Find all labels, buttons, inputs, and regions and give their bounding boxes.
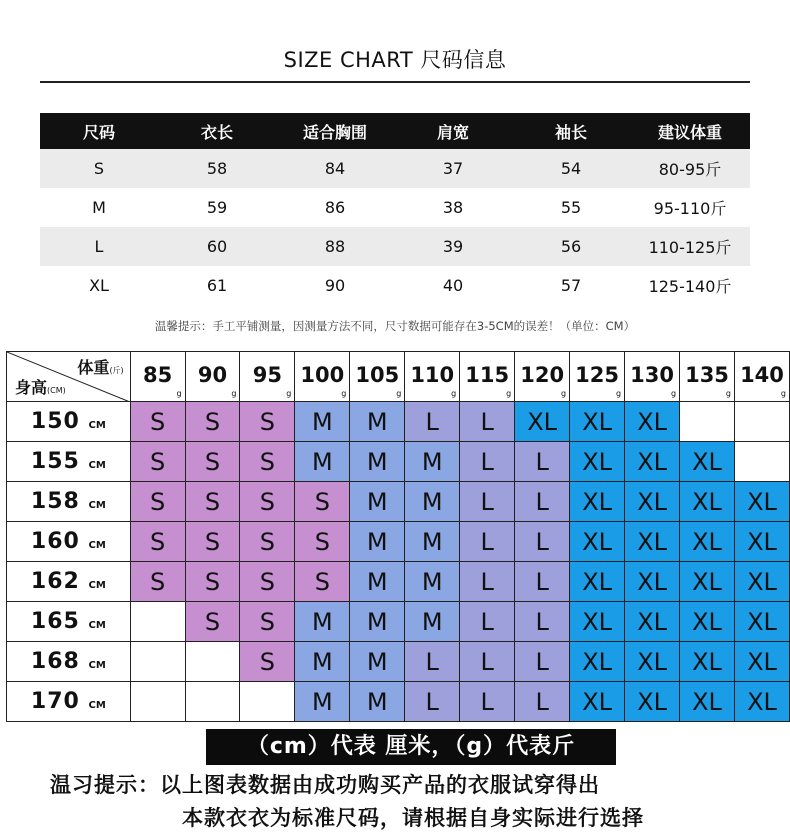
weight-value: 110 <box>410 362 455 387</box>
height-unit: CM <box>88 580 106 591</box>
size-cell: L <box>460 482 515 522</box>
size-cell: XL <box>734 562 789 602</box>
weight-unit: g <box>561 389 567 398</box>
size-cell: M <box>405 482 460 522</box>
tip-line-2: 本款衣衣为标准尺码，请根据自身实际进行选择 <box>182 806 644 830</box>
size-cell: S <box>130 402 185 442</box>
size-cell: L <box>405 642 460 682</box>
grid-row <box>7 682 790 722</box>
height-value: 168 <box>30 649 80 674</box>
size-cell: L <box>515 562 570 602</box>
size-cell: XL <box>625 522 680 562</box>
header-weight: 建议体重 <box>630 113 750 149</box>
weight-unit: g <box>616 389 622 398</box>
size-cell: S <box>240 402 295 442</box>
size-cell: L <box>460 562 515 602</box>
size-cell: XL <box>625 682 680 722</box>
height-unit: CM <box>88 700 106 711</box>
size-cell: XL <box>570 562 625 602</box>
table-cell: 80-95斤 <box>630 149 750 188</box>
size-cell: S <box>185 562 240 602</box>
size-cell: S <box>185 482 240 522</box>
size-cell <box>185 682 240 722</box>
size-cell: L <box>515 642 570 682</box>
size-cell: L <box>460 602 515 642</box>
size-cell: M <box>350 602 405 642</box>
table-cell: 38 <box>442 198 464 217</box>
size-cell: S <box>240 562 295 602</box>
size-cell: XL <box>570 442 625 482</box>
size-cell: S <box>130 562 185 602</box>
size-cell: XL <box>625 442 680 482</box>
size-cell: S <box>185 602 240 642</box>
size-cell: XL <box>734 682 789 722</box>
size-cell: XL <box>680 642 735 682</box>
corner-weight-label <box>77 355 123 378</box>
weight-header-cell <box>460 352 515 402</box>
height-weight-grid <box>6 351 790 722</box>
height-unit: CM <box>88 660 106 671</box>
size-cell: M <box>350 682 405 722</box>
table-cell: XL <box>89 276 109 295</box>
grid-row <box>7 562 790 602</box>
grid-corner <box>7 352 131 402</box>
measurement-note: 温馨提示：手工平铺测量，因测量方法不同，尺寸数据可能存在3-5CM的误差！（单位：CM） <box>154 319 636 333</box>
weight-header-cell <box>130 352 185 402</box>
size-cell: M <box>295 602 350 642</box>
height-value: 170 <box>30 689 80 714</box>
size-cell <box>130 602 185 642</box>
size-cell: M <box>350 442 405 482</box>
weight-value: 130 <box>630 362 674 387</box>
size-cell: L <box>515 522 570 562</box>
size-cell: M <box>350 522 405 562</box>
size-cell: M <box>350 482 405 522</box>
size-cell: XL <box>734 482 789 522</box>
weight-value: 90 <box>197 362 228 387</box>
weight-unit: g <box>506 389 512 398</box>
table-cell: 95-110斤 <box>653 199 727 218</box>
size-cell <box>130 682 185 722</box>
weight-value: 135 <box>685 362 729 387</box>
height-value: 160 <box>30 529 80 554</box>
height-unit: CM <box>88 620 106 631</box>
header-sleeve: 袖长 <box>512 113 630 149</box>
table-cell: 40 <box>442 276 464 295</box>
height-value: 155 <box>30 449 80 474</box>
table-cell: 57 <box>560 276 582 295</box>
table-cell: 86 <box>324 198 346 217</box>
size-cell: S <box>240 442 295 482</box>
grid-row <box>7 602 790 642</box>
table-cell: L <box>40 227 158 266</box>
size-cell: M <box>405 522 460 562</box>
unit-banner: （cm）代表 厘米，（g）代表斤 <box>206 729 616 765</box>
height-value: 165 <box>30 609 80 634</box>
size-cell: L <box>515 682 570 722</box>
header-length: 衣长 <box>158 113 276 149</box>
table-row <box>40 149 750 188</box>
height-header-cell <box>7 682 131 722</box>
table-cell: 59 <box>206 198 228 217</box>
size-cell: L <box>460 642 515 682</box>
size-cell: XL <box>515 402 570 442</box>
size-cell <box>185 642 240 682</box>
size-cell: S <box>240 522 295 562</box>
weight-header-cell <box>405 352 460 402</box>
corner-height-label <box>15 375 66 398</box>
size-cell: XL <box>680 562 735 602</box>
table-cell: 125-140斤 <box>648 277 732 296</box>
size-cell: XL <box>680 602 735 642</box>
header-size: 尺码 <box>40 113 158 149</box>
size-cell: S <box>130 522 185 562</box>
tip-line-1: 温习提示：以上图表数据由成功购买产品的衣服试穿得出 <box>50 773 600 797</box>
table-cell: 110-125斤 <box>630 227 750 266</box>
size-cell <box>734 442 789 482</box>
header-chest: 适合胸围 <box>276 113 394 149</box>
size-table <box>40 113 750 305</box>
size-cell: S <box>240 642 295 682</box>
table-cell: 60 <box>158 227 276 266</box>
size-cell: S <box>130 482 185 522</box>
weight-header-cell <box>515 352 570 402</box>
weight-value: 85 <box>143 362 173 387</box>
height-header-cell <box>7 442 131 482</box>
size-cell: S <box>185 522 240 562</box>
size-cell: L <box>405 682 460 722</box>
size-cell: XL <box>734 642 789 682</box>
size-cell: M <box>405 442 460 482</box>
height-header-cell <box>7 642 131 682</box>
size-cell <box>130 642 185 682</box>
size-cell: S <box>295 562 350 602</box>
size-cell: L <box>460 522 515 562</box>
size-cell: XL <box>734 602 789 642</box>
table-cell: 39 <box>394 227 512 266</box>
weight-value: 140 <box>740 362 784 387</box>
weight-value: 115 <box>465 362 510 387</box>
weight-header-cell <box>350 352 405 402</box>
size-table-header <box>40 113 750 149</box>
size-cell: M <box>295 402 350 442</box>
size-cell: S <box>295 482 350 522</box>
size-cell: XL <box>625 402 680 442</box>
size-cell: S <box>240 482 295 522</box>
table-cell: 37 <box>394 149 512 188</box>
title-divider <box>40 81 750 83</box>
weight-unit: g <box>286 389 292 398</box>
weight-unit: g <box>341 389 347 398</box>
grid-row <box>7 482 790 522</box>
size-cell: XL <box>625 642 680 682</box>
size-cell: XL <box>570 402 625 442</box>
size-cell: XL <box>625 482 680 522</box>
table-cell: S <box>40 149 158 188</box>
page-title: SIZE CHART 尺码信息 <box>283 48 507 72</box>
weight-header-cell <box>185 352 240 402</box>
size-cell: L <box>515 442 570 482</box>
weight-header-cell <box>570 352 625 402</box>
size-cell: M <box>350 402 405 442</box>
size-cell <box>734 402 789 442</box>
height-header-cell <box>7 482 131 522</box>
table-row <box>40 266 750 305</box>
grid-row <box>7 442 790 482</box>
size-cell: XL <box>625 602 680 642</box>
size-cell: XL <box>680 482 735 522</box>
size-cell: M <box>295 442 350 482</box>
size-cell: S <box>295 522 350 562</box>
table-cell: 88 <box>276 227 394 266</box>
table-row <box>40 188 750 227</box>
size-cell: XL <box>570 682 625 722</box>
size-cell: XL <box>570 642 625 682</box>
size-cell: S <box>240 602 295 642</box>
size-cell: S <box>185 442 240 482</box>
weight-header-cell <box>680 352 735 402</box>
size-cell: S <box>130 442 185 482</box>
table-cell: M <box>92 198 106 217</box>
size-cell: M <box>405 602 460 642</box>
table-cell: 54 <box>512 149 630 188</box>
table-row <box>40 227 750 266</box>
height-header-cell <box>7 402 131 442</box>
weight-unit: g <box>231 389 237 398</box>
size-cell: XL <box>625 562 680 602</box>
header-shoulder: 肩宽 <box>394 113 512 149</box>
size-cell: S <box>185 402 240 442</box>
height-unit: CM <box>88 420 106 431</box>
size-cell: M <box>350 562 405 602</box>
size-cell: M <box>350 642 405 682</box>
size-cell: M <box>295 642 350 682</box>
weight-value: 125 <box>575 362 620 387</box>
size-cell: XL <box>680 442 735 482</box>
table-cell: 55 <box>560 198 582 217</box>
weight-unit: g <box>725 389 731 398</box>
weight-header-cell <box>625 352 680 402</box>
grid-row <box>7 402 790 442</box>
corner-height-text: 身高 <box>15 378 48 397</box>
corner-weight-unit: (斤) <box>109 366 124 375</box>
size-cell: L <box>460 682 515 722</box>
grid-row <box>7 642 790 682</box>
table-cell: 58 <box>158 149 276 188</box>
table-cell: 56 <box>512 227 630 266</box>
size-cell <box>680 402 735 442</box>
size-cell: XL <box>680 682 735 722</box>
weight-value: 105 <box>355 362 400 387</box>
size-cell: L <box>460 402 515 442</box>
weight-header-cell <box>295 352 350 402</box>
weight-unit: g <box>670 389 677 398</box>
size-cell: L <box>460 442 515 482</box>
size-cell <box>240 682 295 722</box>
weight-value: 100 <box>300 362 345 387</box>
size-cell: XL <box>570 602 625 642</box>
grid-header-row <box>7 352 790 402</box>
weight-unit: g <box>396 389 402 398</box>
weight-header-cell <box>734 352 789 402</box>
size-cell: L <box>405 402 460 442</box>
height-header-cell <box>7 602 131 642</box>
weight-header-cell <box>240 352 295 402</box>
height-header-cell <box>7 562 131 602</box>
weight-unit: g <box>451 389 457 398</box>
size-cell: M <box>405 562 460 602</box>
weight-value: 95 <box>252 362 283 387</box>
height-value: 162 <box>30 569 80 594</box>
size-cell: L <box>515 602 570 642</box>
height-value: 150 <box>30 409 80 434</box>
weight-unit: g <box>780 389 786 398</box>
grid-row <box>7 522 790 562</box>
height-unit: CM <box>88 540 106 551</box>
weight-unit: g <box>176 389 182 398</box>
size-cell: M <box>295 682 350 722</box>
height-unit: CM <box>88 460 106 471</box>
table-cell: 90 <box>324 276 346 295</box>
table-cell: 84 <box>276 149 394 188</box>
corner-weight-text: 体重 <box>77 358 110 377</box>
size-cell: XL <box>570 522 625 562</box>
weight-value: 120 <box>520 362 565 387</box>
height-header-cell <box>7 522 131 562</box>
corner-height-unit: (CM) <box>47 386 66 395</box>
size-cell: L <box>515 482 570 522</box>
size-cell: XL <box>570 482 625 522</box>
size-cell: XL <box>734 522 789 562</box>
height-unit: CM <box>88 500 106 511</box>
table-cell: 61 <box>206 276 228 295</box>
size-cell: XL <box>680 522 735 562</box>
height-value: 158 <box>30 489 80 514</box>
